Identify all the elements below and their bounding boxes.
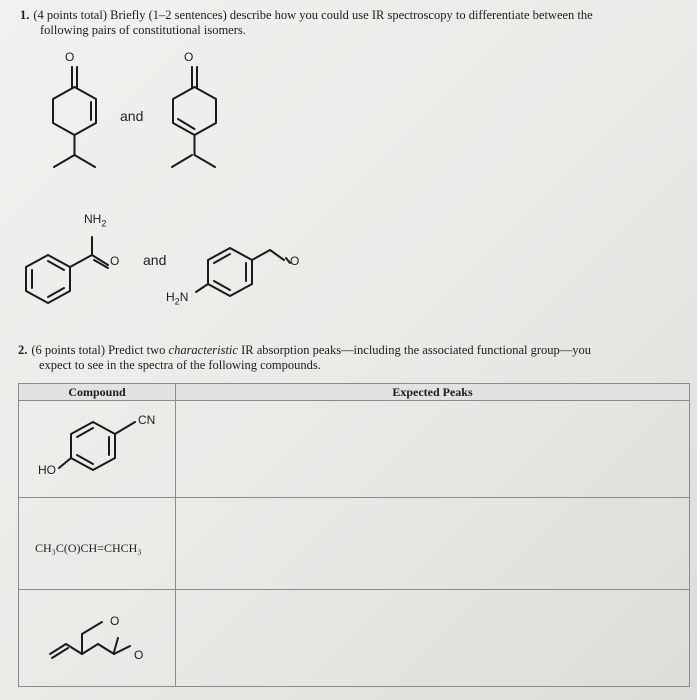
question-2-line2: expect to see in the spectra of the following compounds. (39, 358, 321, 372)
compound-2-formula: CH₃C(O)CH=CHCH₃ (35, 541, 142, 555)
expected-peaks-cell[interactable] (176, 401, 690, 498)
isomer-2b-structure (190, 228, 300, 308)
carbonyl-o-label: O (184, 50, 194, 64)
aldehyde-o-label: O (110, 254, 120, 268)
question-number: 2. (18, 343, 28, 357)
isomer-1b-structure (160, 55, 240, 185)
carbonyl-o-label: O (134, 648, 144, 662)
expected-peaks-cell[interactable] (176, 590, 690, 687)
aniline-label: $H_2N$ (166, 290, 189, 307)
aldehyde-o-label: O (290, 254, 300, 268)
amine-label: $NH_2$ (84, 212, 107, 229)
expected-peaks-cell[interactable] (176, 498, 690, 590)
isomer-2a-structure (20, 225, 140, 305)
question-number: 1. (20, 8, 30, 22)
and-label-2: and (143, 252, 167, 268)
hydroxyl-label: HO (38, 463, 56, 477)
carbonyl-o-label: O (65, 50, 75, 64)
question-1-line2: following pairs of constitutional isomers. (40, 23, 246, 37)
question-1-line1: (4 points total) Briefly (1–2 sentences) describe how you could use IR spectroscopy to differentiate between the (33, 8, 593, 22)
and-label-1: and (120, 108, 144, 124)
nitrile-label: CN (138, 413, 156, 427)
question-1-text (20, 8, 593, 38)
header-compound: Compound (19, 384, 176, 401)
isomer-1a-structure (40, 55, 120, 185)
header-expected-peaks: Expected Peaks (176, 384, 690, 401)
question-2-text: 2. (6 points total) Predict two characteristic IR absorption peaks—including the associated functional group—you expect to see in the spectra of the following compounds. (18, 343, 592, 372)
carbonyl-o-label: O (110, 614, 120, 628)
